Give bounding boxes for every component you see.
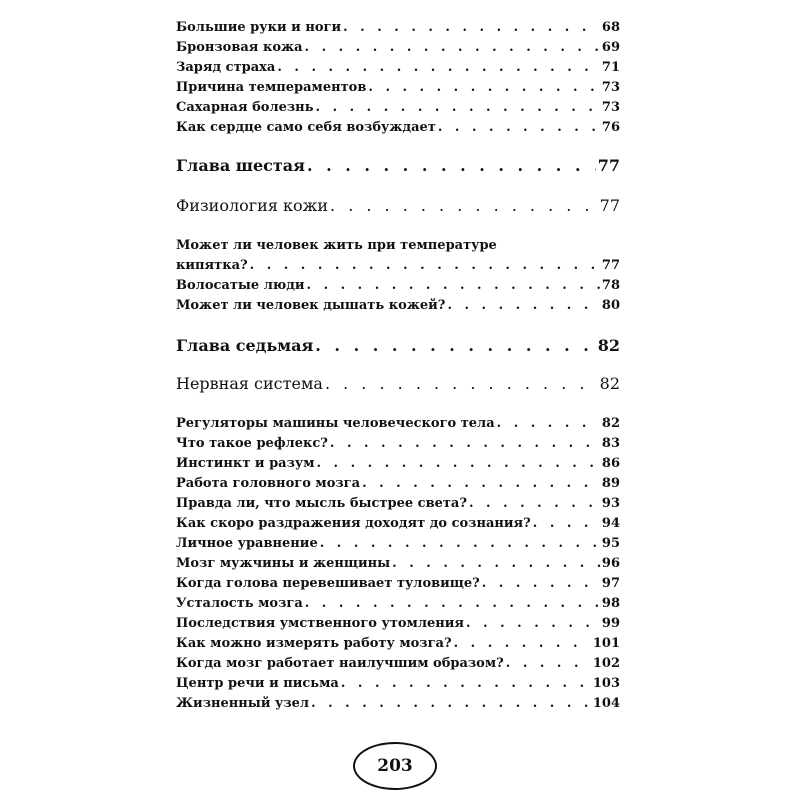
toc-entry-title: Волосатые люди — [176, 278, 305, 293]
toc-entry-title: кипятка? — [176, 258, 248, 273]
toc-entry-page: 73 — [601, 100, 620, 115]
toc-entry — [176, 516, 620, 532]
toc-entry — [176, 416, 620, 432]
toc-entry-page: 82 — [601, 416, 620, 431]
toc-entry — [176, 298, 620, 314]
toc-entry-page: 86 — [601, 456, 620, 471]
toc-entry-page: 78 — [601, 278, 620, 293]
toc-entry — [176, 120, 620, 136]
dot-leader — [250, 258, 600, 274]
section-title: Физиология кожи — [176, 196, 329, 215]
dot-leader — [307, 156, 596, 176]
toc-entry-title: Усталость мозга — [176, 596, 303, 611]
dot-leader — [311, 696, 591, 712]
section-heading — [176, 374, 620, 394]
section-page: 82 — [599, 374, 620, 393]
toc-entry — [176, 100, 620, 116]
page-number: 203 — [377, 756, 413, 776]
toc-entry-page: 80 — [601, 298, 620, 313]
toc-entry-title: Жизненный узел — [176, 696, 310, 711]
toc-entry — [176, 496, 620, 512]
toc-entry-title: Центр речи и письма — [176, 676, 339, 691]
toc-entry-title: Когда голова перевешивает туловище? — [176, 576, 480, 591]
dot-leader — [305, 40, 600, 56]
toc-entry-page: 93 — [601, 496, 620, 511]
toc-entry-title: Последствия умственного утомления — [176, 616, 465, 631]
page-number-oval — [353, 742, 437, 790]
dot-leader — [277, 60, 600, 76]
toc-entry — [176, 696, 620, 712]
toc-entry — [176, 576, 620, 592]
toc-entry-title: Когда мозг работает наилучшим образом? — [176, 656, 504, 671]
chapter-page: 77 — [597, 156, 620, 175]
dot-leader — [447, 298, 599, 314]
toc-entry-page: 71 — [601, 60, 620, 75]
toc-entry-title: Инстинкт и разум — [176, 456, 315, 471]
toc-entry-title: Что такое рефлекс? — [176, 436, 328, 451]
dot-leader — [533, 516, 600, 532]
toc-entry — [176, 676, 620, 692]
toc-entry-title: Как можно измерять работу мозга? — [176, 636, 452, 651]
dot-leader — [469, 496, 600, 512]
dot-leader — [316, 100, 600, 116]
toc-entry-page: 83 — [601, 436, 620, 451]
toc-entry-title-line1: Может ли человек жить при температуре — [176, 238, 497, 253]
chapter-title: Глава шестая — [176, 156, 305, 175]
toc-entry-title: Личное уравнение — [176, 536, 318, 551]
toc-entry — [176, 436, 620, 452]
toc-entry — [176, 60, 620, 76]
dot-leader — [330, 436, 600, 452]
toc-entry-page: 95 — [601, 536, 620, 551]
toc-entry — [176, 656, 620, 672]
section-heading — [176, 196, 620, 216]
toc-entry — [176, 556, 620, 572]
toc-entry — [176, 40, 620, 56]
dot-leader — [341, 676, 591, 692]
toc-entry-page: 101 — [592, 636, 620, 651]
chapter-page: 82 — [597, 336, 620, 355]
toc-entry-page: 69 — [601, 40, 620, 55]
toc-entry-title: Бронзовая кожа — [176, 40, 303, 55]
dot-leader — [317, 456, 600, 472]
toc-entry-page: 76 — [601, 120, 620, 135]
chapter-heading — [176, 156, 620, 176]
toc-entry-title: Сахарная болезнь — [176, 100, 314, 115]
toc-entry-title: Большие руки и ноги — [176, 20, 342, 35]
toc-entry — [176, 636, 620, 652]
toc-entry-title: Заряд страха — [176, 60, 276, 75]
section-page: 77 — [599, 196, 620, 215]
dot-leader — [315, 336, 595, 356]
toc-entry — [176, 278, 620, 294]
toc-entry-page: 104 — [592, 696, 620, 711]
toc-entry-page: 77 — [601, 258, 620, 273]
toc-entry-title: Как скоро раздражения доходят до сознания? — [176, 516, 531, 531]
toc-entry — [176, 456, 620, 472]
toc-entry-page: 97 — [601, 576, 620, 591]
toc-entry — [176, 476, 620, 492]
toc-entry-page: 98 — [601, 596, 620, 611]
toc-entry-title: Правда ли, что мысль быстрее света? — [176, 496, 467, 511]
dot-leader — [362, 476, 600, 492]
dot-leader — [307, 278, 600, 294]
toc-entry-title: Как сердце само себя возбуждает — [176, 120, 436, 135]
toc-entry-page: 103 — [592, 676, 620, 691]
dot-leader — [454, 636, 591, 652]
toc-entry — [176, 616, 620, 632]
toc-entry-title: Причина темпераментов — [176, 80, 367, 95]
chapter-heading — [176, 336, 620, 356]
toc-entry-page: 73 — [601, 80, 620, 95]
toc-entry-title: Работа головного мозга — [176, 476, 361, 491]
toc-entry-page: 89 — [601, 476, 620, 491]
dot-leader — [305, 596, 600, 612]
dot-leader — [497, 416, 600, 432]
dot-leader — [392, 556, 600, 572]
toc-entry-title: Мозг мужчины и женщины — [176, 556, 391, 571]
toc-entry-page: 96 — [601, 556, 620, 571]
toc-entry-page: 99 — [601, 616, 620, 631]
toc-entry-page: 68 — [601, 20, 620, 35]
dot-leader — [506, 656, 591, 672]
dot-leader — [343, 20, 600, 36]
dot-leader — [368, 80, 600, 96]
toc-entry-page: 94 — [601, 516, 620, 531]
toc-entry-title: Может ли человек дышать кожей? — [176, 298, 446, 313]
toc-entry — [176, 80, 620, 96]
toc-entry-title: Регуляторы машины человеческого тела — [176, 416, 495, 431]
dot-leader — [482, 576, 600, 592]
toc-entry — [176, 596, 620, 612]
toc-entry — [176, 20, 620, 36]
dot-leader — [330, 196, 598, 216]
dot-leader — [438, 120, 600, 136]
section-title: Нервная система — [176, 374, 323, 393]
dot-leader — [325, 374, 598, 394]
chapter-title: Глава седьмая — [176, 336, 314, 355]
dot-leader — [466, 616, 600, 632]
toc-entry — [176, 258, 620, 274]
toc-entry-page: 102 — [592, 656, 620, 671]
dot-leader — [320, 536, 600, 552]
toc-entry — [176, 536, 620, 552]
